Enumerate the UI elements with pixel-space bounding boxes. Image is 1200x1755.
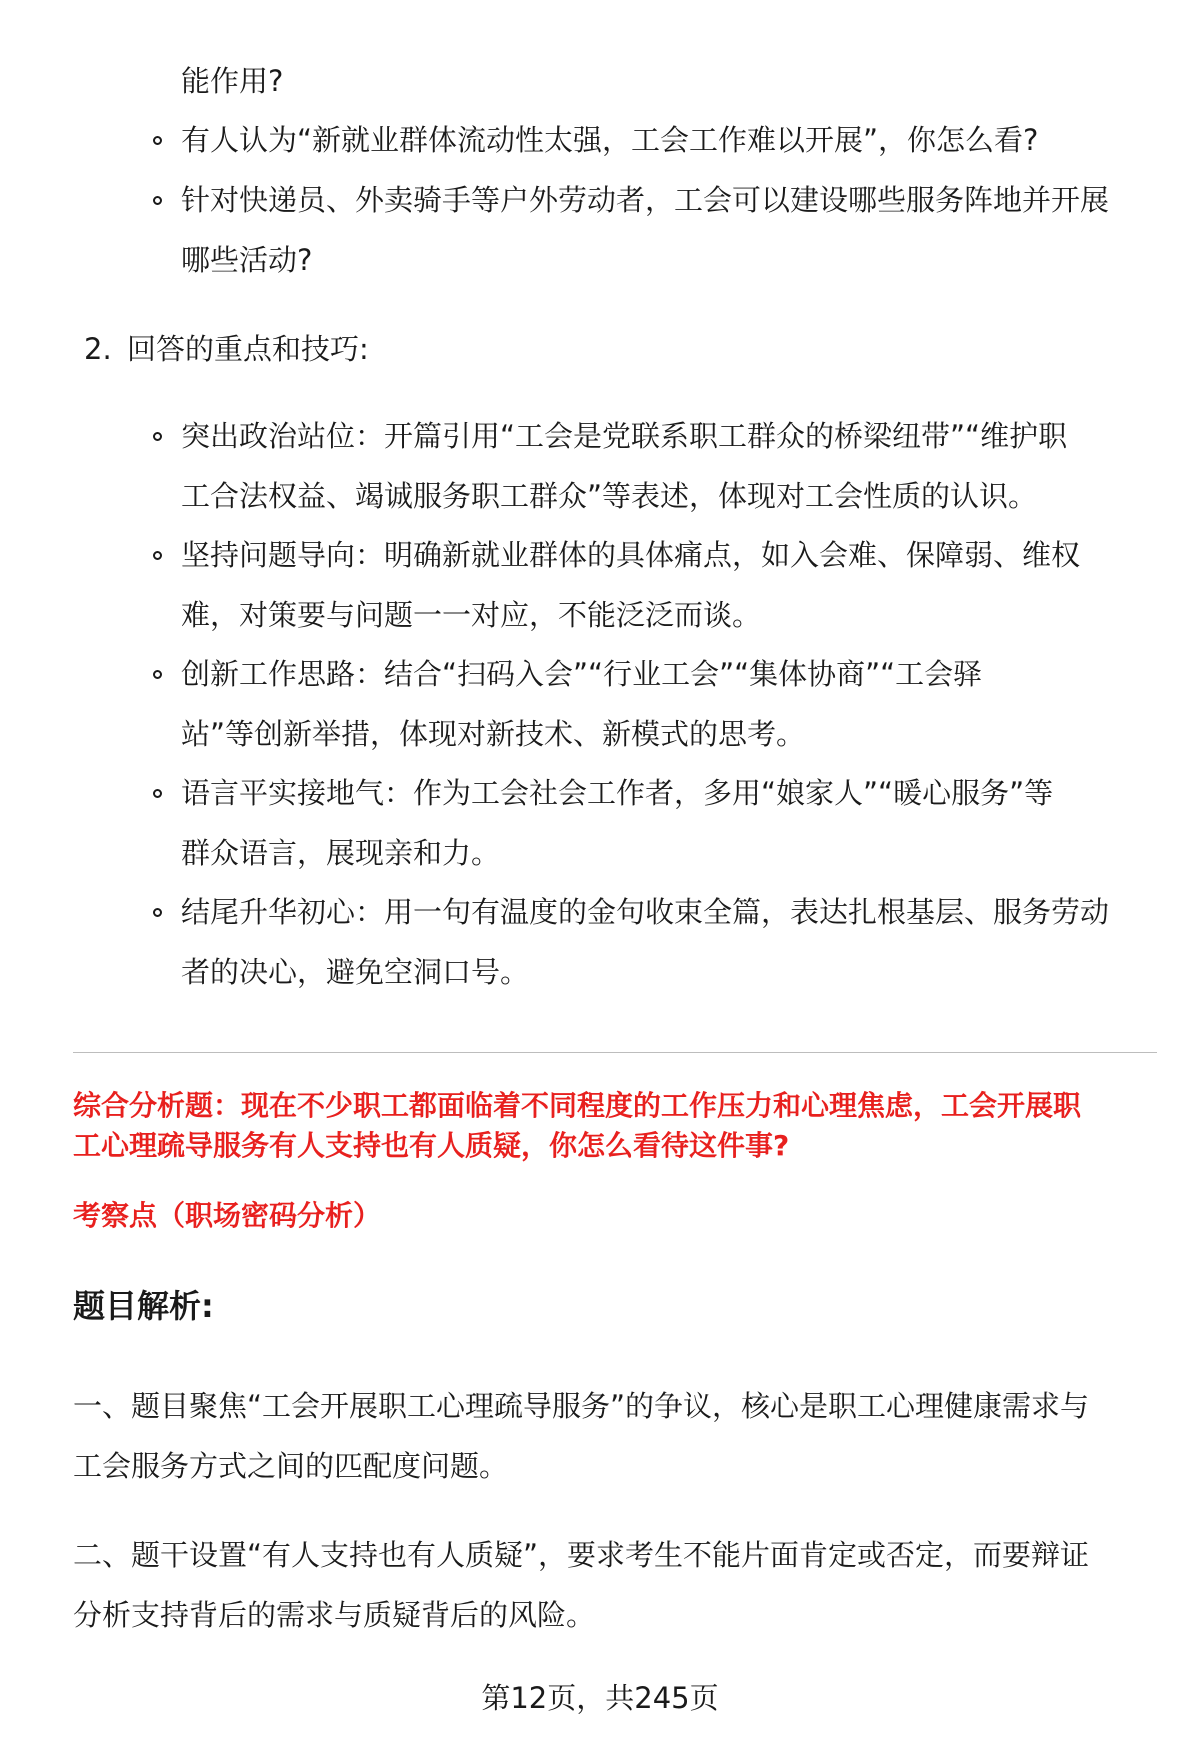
bullet-circle-icon (153, 196, 162, 205)
bullet-circle-icon (153, 551, 162, 560)
question-line: 综合分析题：现在不少职工都面临着不同程度的工作压力和心理焦虑，工会开展职 (73, 1089, 1082, 1122)
paragraph-line: 二、题干设置“有人支持也有人质疑”，要求考生不能片面肯定或否定，而要辩证 (73, 1538, 1090, 1572)
list-item: 有人认为“新就业群体流动性太强，工会工作难以开展”，你怎么看? (181, 123, 1039, 157)
bullet-circle-icon (153, 136, 162, 145)
list-item: 站”等创新举措，体现对新技术、新模式的思考。 (181, 717, 806, 751)
list-item: 者的决心，避免空洞口号。 (181, 955, 530, 989)
bullet-circle-icon (153, 670, 162, 679)
paragraph-line: 工会服务方式之间的匹配度问题。 (73, 1449, 509, 1483)
list-item: 语言平实接地气：作为工会社会工作者，多用“娘家人”“暖心服务”等 (181, 776, 1054, 810)
bullet-circle-icon (153, 908, 162, 917)
list-item: 创新工作思路：结合“扫码入会”“行业工会”“集体协商”“工会驿 (181, 657, 983, 691)
list-item: 坚持问题导向：明确新就业群体的具体痛点，如入会难、保障弱、维权 (181, 538, 1081, 572)
list-item: 哪些活动? (181, 243, 313, 277)
list-item: 针对快递员、外卖骑手等户外劳动者，工会可以建设哪些服务阵地并开展 (181, 183, 1110, 217)
list-item: 结尾升华初心：用一句有温度的金句收束全篇，表达扎根基层、服务劳动 (181, 895, 1110, 929)
paragraph-line: 分析支持背后的需求与质疑背后的风险。 (73, 1598, 596, 1632)
list-item: 群众语言，展现亲和力。 (181, 836, 501, 870)
page-number: 第12页，共245页 (481, 1681, 719, 1715)
list-item-continuation: 能作用? (181, 64, 284, 98)
examine-point: 考察点（职场密码分析） (73, 1199, 382, 1232)
question-line: 工心理疏导服务有人支持也有人质疑，你怎么看待这件事? (73, 1129, 790, 1162)
paragraph-line: 一、题目聚焦“工会开展职工心理疏导服务”的争议，核心是职工心理健康需求与 (73, 1389, 1090, 1423)
list-item: 工合法权益、竭诚服务职工群众”等表述，体现对工会性质的认识。 (181, 479, 1038, 513)
list-item: 突出政治站位：开篇引用“工会是党联系职工群众的桥梁纽带”“维护职 (181, 419, 1068, 453)
divider (73, 1052, 1157, 1053)
bullet-circle-icon (153, 789, 162, 798)
analysis-heading: 题目解析: (73, 1287, 214, 1325)
list-item: 难，对策要与问题一一对应，不能泛泛而谈。 (181, 598, 762, 632)
section-title: 回答的重点和技巧: (127, 332, 369, 366)
section-number: 2. (84, 332, 112, 366)
bullet-circle-icon (153, 432, 162, 441)
